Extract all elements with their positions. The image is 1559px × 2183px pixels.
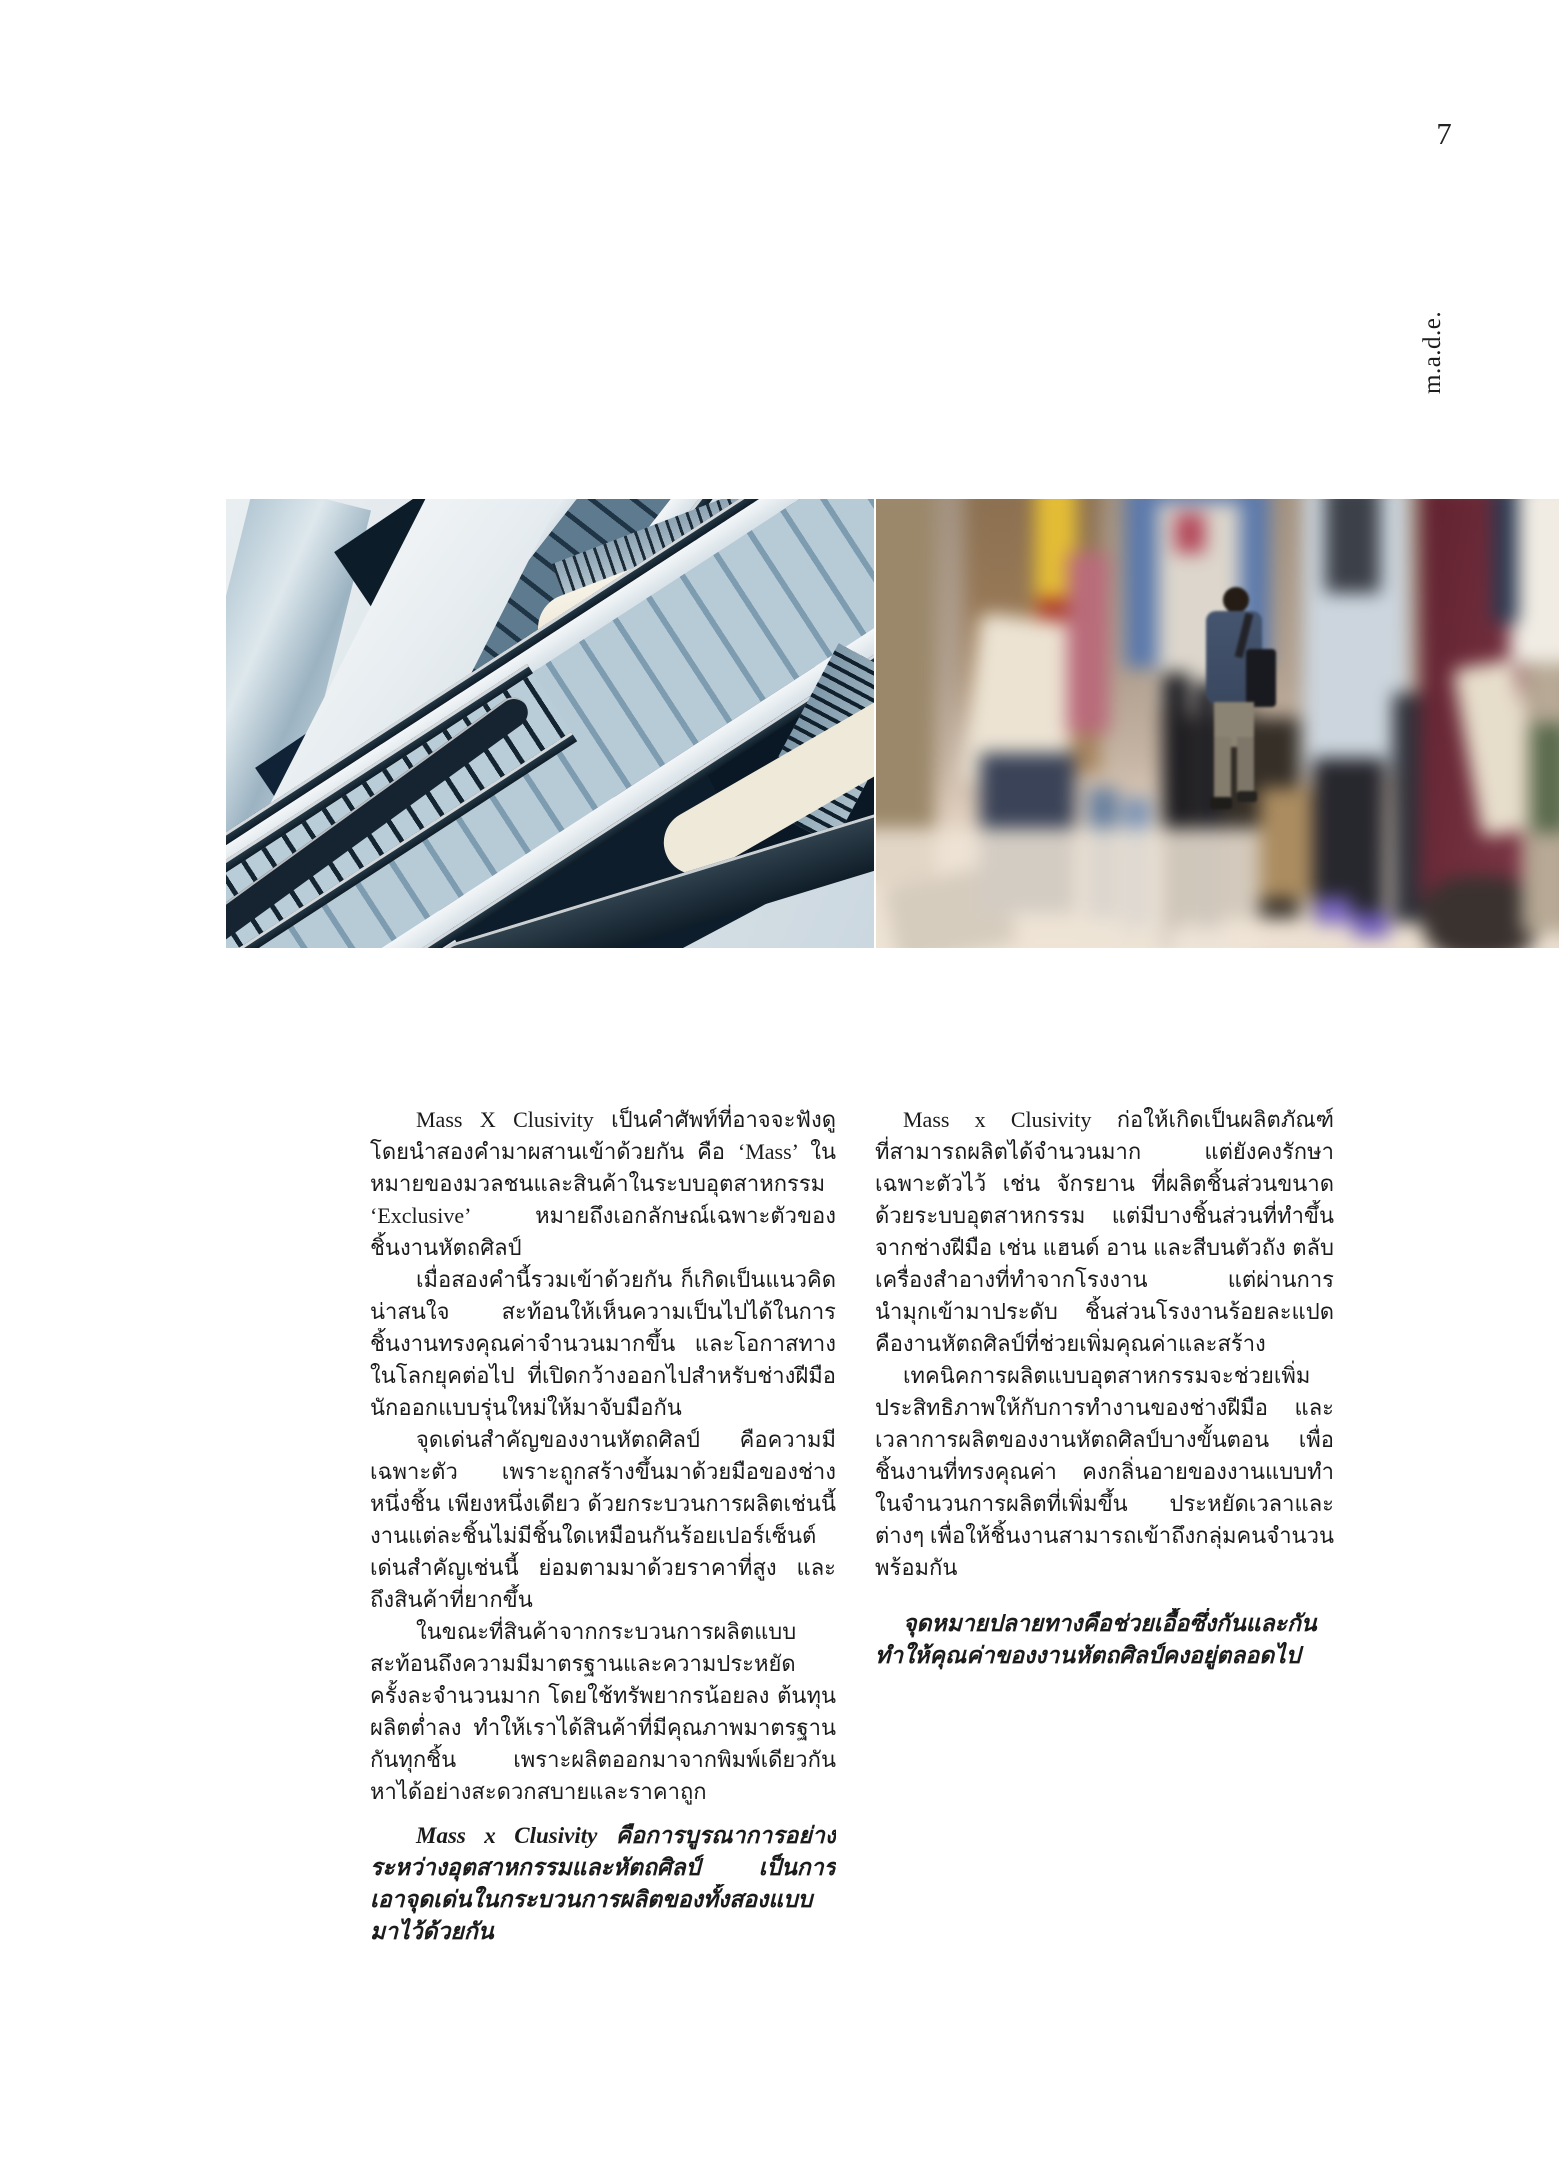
- magazine-side-label: m.a.d.e.: [1419, 310, 1446, 394]
- text-line: หนึ่งชิ้น เพียงหนึ่งเดียว ด้วยกระบวนการผลิตเช่นนี้: [370, 1491, 836, 1516]
- text-line: น่าสนใจ สะท้อนให้เห็นความเป็นไปได้ในการ: [370, 1299, 836, 1324]
- blurred-shoe: [1423, 876, 1538, 948]
- trouser-leg: [1214, 737, 1231, 799]
- text-line: จุดเด่นสำคัญของงานหัตถศิลป์ คือความมี: [416, 1427, 836, 1452]
- paragraph: [370, 1264, 836, 1424]
- text-line: นำมุกเข้ามาประดับ ชิ้นส่วนโรงงานร้อยละแปด: [875, 1299, 1334, 1324]
- text-line: ในจำนวนการผลิตที่เพิ่มขึ้น ประหยัดเวลาและ: [875, 1491, 1334, 1516]
- pink-garment: [1067, 553, 1109, 733]
- black-pants: [1313, 758, 1385, 918]
- text-line: จากช่างฝีมือ เช่น แฮนด์ อาน และสีบนตัวถัง ตลับ: [875, 1235, 1334, 1260]
- escalators-photo: [226, 499, 874, 948]
- text-line: ด้วยระบบอุตสาหกรรม แต่มีบางชิ้นส่วนที่ทำขึ้น: [875, 1203, 1334, 1228]
- text-line: ในโลกยุคต่อไป ที่เปิดกว้างออกไปสำหรับช่างฝีมือ: [370, 1363, 836, 1388]
- trouser-leg: [1237, 737, 1254, 795]
- navy-strip: [1493, 499, 1518, 623]
- paragraph: [875, 1360, 1334, 1584]
- suited-man-walking: [1206, 587, 1264, 815]
- text-line: ผลิตต่ำลง ทำให้เราได้สินค้าที่มีคุณภาพมาตรฐาน: [370, 1715, 836, 1740]
- text-line: โดยนำสองคำมาผสานเข้าด้วยกัน คือ ‘Mass’ ใน: [370, 1139, 836, 1164]
- paragraph: [875, 1608, 1334, 1672]
- text-line: พร้อมกัน: [875, 1555, 958, 1580]
- page-number: 7: [1436, 116, 1452, 151]
- khaki-person: [876, 499, 935, 883]
- text-line: ระหว่างอุตสาหกรรมและหัตถศิลป์ เป็นการ: [370, 1855, 836, 1880]
- text-line: หมายของมวลชนและสินค้าในระบบอุตสาหกรรม: [370, 1171, 826, 1196]
- text-line: ถึงสินค้าที่ยากขึ้น: [370, 1587, 533, 1612]
- text-line: ที่สามารถผลิตได้จำนวนมาก แต่ยังคงรักษา: [875, 1139, 1334, 1164]
- text-line: ในขณะที่สินค้าจากกระบวนการผลิตแบบ: [416, 1619, 797, 1644]
- article-left-column: [370, 1104, 836, 1948]
- text-line: นักออกแบบรุ่นใหม่ให้มาจับมือกัน: [370, 1395, 682, 1420]
- text-line: เอาจุดเด่นในกระบวนการผลิตของทั้งสองแบบ: [370, 1887, 813, 1912]
- text-line: เฉพาะตัวไว้ เช่น จักรยาน ที่ผลิตชิ้นส่วนขนาด: [875, 1171, 1334, 1196]
- text-line: คืองานหัตถศิลป์ที่ช่วยเพิ่มคุณค่าและสร้าง: [875, 1331, 1266, 1356]
- text-line: ชิ้นงานทรงคุณค่าจำนวนมากขึ้น และโอกาสทาง: [370, 1331, 836, 1356]
- text-line: Mass x Clusivity คือการบูรณาการอย่าง: [416, 1823, 836, 1848]
- greenery: [1530, 723, 1559, 833]
- shoe: [1210, 797, 1232, 809]
- paragraph: [875, 1104, 1334, 1360]
- paragraph: [370, 1616, 836, 1808]
- text-line: เมื่อสองคำนี้รวมเข้าด้วยกัน ก็เกิดเป็นแนวคิด: [416, 1267, 836, 1292]
- purple-shoe: [1317, 898, 1351, 924]
- text-line: ต่างๆ เพื่อให้ชิ้นงานสามารถเข้าถึงกลุ่มคนจำนวน: [875, 1523, 1334, 1548]
- shoe: [1237, 791, 1257, 802]
- text-line: Mass x Clusivity ก่อให้เกิดเป็นผลิตภัณฑ์: [903, 1107, 1334, 1132]
- red-graphic: [1175, 513, 1205, 553]
- text-line: ครั้งละจำนวนมาก โดยใช้ทรัพยากรน้อยลง ต้นทุน: [370, 1683, 836, 1708]
- text-line: หาได้อย่างสะดวกสบายและราคาถูก: [370, 1779, 707, 1804]
- text-line: จุดหมายปลายทางคือช่วยเอื้อซึ่งกันและกัน: [903, 1611, 1317, 1636]
- paragraph: [370, 1104, 836, 1264]
- shoulder-bag: [1246, 649, 1276, 707]
- text-line: ‘Exclusive’ หมายถึงเอกลักษณ์เฉพาะตัวของ: [370, 1203, 836, 1228]
- dark-inner-top: [1325, 499, 1380, 593]
- crowd-photo: [876, 499, 1559, 948]
- text-line: ชิ้นงานที่ทรงคุณค่า คงกลิ่นอายของงานแบบทำ: [875, 1459, 1334, 1484]
- text-line: เวลาการผลิตของงานหัตถศิลป์บางขั้นตอน เพื่อ: [875, 1427, 1334, 1452]
- text-line: กันทุกชิ้น เพราะผลิตออกมาจากพิมพ์เดียวกัน: [370, 1747, 836, 1772]
- purple-shoe: [1353, 913, 1389, 937]
- article-right-column: [875, 1104, 1334, 1672]
- paragraph: [370, 1820, 836, 1948]
- head: [1223, 587, 1249, 613]
- text-line: เทคนิคการผลิตแบบอุตสาหกรรมจะช่วยเพิ่ม: [903, 1363, 1311, 1388]
- text-line: Mass X Clusivity เป็นคำศัพท์ที่อาจจะฟังดู: [416, 1107, 836, 1132]
- text-line: ประสิทธิภาพให้กับการทำงานของช่างฝีมือ และ: [875, 1395, 1334, 1420]
- text-line: ทำให้คุณค่าของงานหัตถศิลป์คงอยู่ตลอดไป: [875, 1643, 1301, 1668]
- text-line: เด่นสำคัญเช่นนี้ ย่อมตามมาด้วยราคาที่สูง และ: [370, 1555, 836, 1580]
- paragraph: [370, 1424, 836, 1616]
- text-line: เฉพาะตัว เพราะถูกสร้างขึ้นมาด้วยมือของช่าง: [370, 1459, 836, 1484]
- text-line: ชิ้นงานหัตถศิลป์: [370, 1235, 522, 1260]
- text-line: สะท้อนถึงความมีมาตรฐานและความประหยัด: [370, 1651, 796, 1676]
- text-line: งานแต่ละชิ้นไม่มีชิ้นใดเหมือนกันร้อยเปอร์เซ็นต์: [370, 1523, 817, 1548]
- text-line: มาไว้ด้วยกัน: [370, 1919, 494, 1944]
- floor-haze: [876, 828, 1260, 948]
- text-line: เครื่องสำอางที่ทำจากโรงงาน แต่ผ่านการ: [875, 1267, 1334, 1292]
